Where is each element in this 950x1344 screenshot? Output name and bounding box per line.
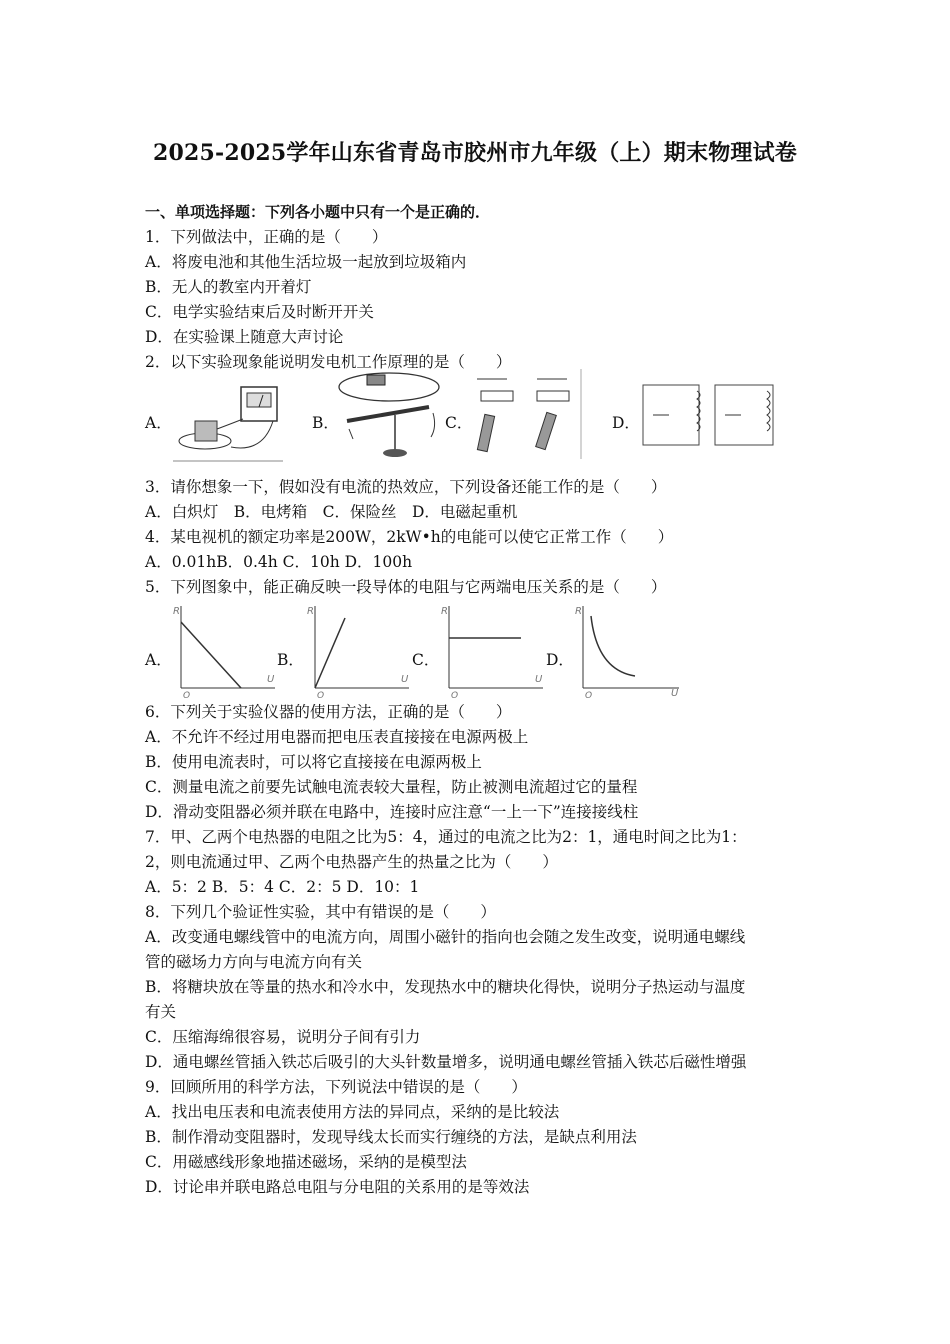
question-6-option-b: B．使用电流表时，可以将它直接接在电源两极上 (145, 753, 482, 771)
question-1-option-c: C．电学实验结束后及时断开开关 (145, 303, 374, 321)
question-2-figure-c (467, 369, 582, 461)
question-5-b-x-label: U (401, 674, 409, 685)
question-5-graph-a (171, 600, 279, 698)
question-2-figures (145, 375, 805, 475)
section-heading: 一、单项选择题：下列各小题中只有一个是正确的． (145, 203, 491, 221)
question-1-option-d: D．在实验课上随意大声讨论 (145, 328, 344, 346)
question-5-graph-b (305, 600, 413, 698)
question-8-option-d: D．通电螺丝管插入铁芯后吸引的大头针数量增多，说明通电螺丝管插入铁芯后磁性增强 (145, 1053, 747, 1071)
question-3-options: A．白炽灯 B．电烤箱 C．保险丝 D．电磁起重机 (145, 503, 518, 521)
question-9-stem: 9．回顾所用的科学方法，下列说法中错误的是（ ） (145, 1078, 527, 1096)
question-5-label-a: A． (145, 651, 172, 669)
question-1-option-a: A．将废电池和其他生活垃圾一起放到垃圾箱内 (145, 253, 467, 271)
question-8-option-c: C．压缩海绵很容易，说明分子间有引力 (145, 1028, 421, 1046)
question-8-option-b-line-1: B．将糖块放在等量的热水和冷水中，发现热水中的糖块化得快，说明分子热运动与温度 (145, 978, 746, 996)
question-2-figure-a (173, 383, 283, 463)
question-5-graph-d (573, 600, 683, 698)
question-8-option-a-line-2: 管的磁场力方向与电流方向有关 (145, 953, 363, 971)
question-5-d-x-label: U (671, 688, 679, 698)
question-5-stem: 5．下列图象中，能正确反映一段导体的电阻与它两端电压关系的是（ ） (145, 578, 667, 596)
question-2-label-a: A． (145, 414, 172, 432)
question-2-label-b: B． (312, 414, 339, 432)
question-5-d-origin: O (585, 691, 593, 698)
question-5-c-origin: O (451, 691, 459, 698)
question-8-option-a-line-1: A．改变通电螺线管中的电流方向，周围小磁针的指向也会随之发生改变，说明通电螺线 (145, 928, 746, 946)
question-5-label-c: C． (412, 651, 440, 669)
question-6-stem: 6．下列关于实验仪器的使用方法，正确的是（ ） (145, 703, 512, 721)
question-6-option-c: C．测量电流之前要先试触电流表较大量程，防止被测电流超过它的量程 (145, 778, 638, 796)
question-5-a-origin: O (183, 691, 191, 698)
question-5-a-x-label: U (267, 674, 275, 685)
question-2-label-c: C． (445, 414, 473, 432)
question-8-stem: 8．下列几个验证性实验，其中有错误的是（ ） (145, 903, 496, 921)
question-9-option-a: A．找出电压表和电流表使用方法的异同点，采纳的是比较法 (145, 1103, 560, 1121)
question-5-a-y-label: R (173, 606, 180, 617)
question-5-c-y-label: R (441, 606, 448, 617)
question-5-graph-c (439, 600, 547, 698)
question-5-label-d: D． (546, 651, 574, 669)
question-7-options: A．5：2 B．5：4 C．2：5 D．10：1 (145, 878, 420, 896)
question-1-stem: 1．下列做法中，正确的是（ ） (145, 228, 388, 246)
question-9-option-d: D．讨论串并联电路总电阻与分电阻的关系用的是等效法 (145, 1178, 530, 1196)
question-9-option-c: C．用磁感线形象地描述磁场，采纳的是模型法 (145, 1153, 467, 1171)
question-2-stem: 2．以下实验现象能说明发电机工作原理的是（ ） (145, 353, 512, 371)
question-5-b-y-label: R (307, 606, 314, 617)
exam-content (145, 200, 805, 1200)
question-6-option-d: D．滑动变阻器必须并联在电路中，连接时应注意“一上一下”连接接线柱 (145, 803, 639, 821)
question-1-option-b: B．无人的教室内开着灯 (145, 278, 312, 296)
question-7-stem-line-2: 2，则电流通过甲、乙两个电热器产生的热量之比为（ ） (145, 853, 558, 871)
question-9-option-b: B．制作滑动变阻器时，发现导线太长而实行缠绕的方法，是缺点利用法 (145, 1128, 637, 1146)
question-2-figure-d (639, 377, 781, 453)
question-3-stem: 3．请你想象一下，假如没有电流的热效应，下列设备还能工作的是（ ） (145, 478, 667, 496)
page-title: 2025-2025学年山东省青岛市胶州市九年级（上）期末物理试卷 (153, 140, 797, 166)
question-4-options: A．0.01hB．0.4h C．10h D．100h (145, 553, 413, 571)
question-2-figure-b (337, 367, 442, 463)
question-5-c-x-label: U (535, 674, 543, 685)
question-2-label-d: D． (612, 414, 640, 432)
question-6-option-a: A．不允许不经过用电器而把电压表直接接在电源两极上 (145, 728, 529, 746)
question-5-graphs (145, 600, 805, 700)
question-4-stem: 4．某电视机的额定功率是200W，2kW•h的电能可以使它正常工作（ ） (145, 528, 674, 546)
question-5-d-y-label: R (575, 606, 582, 617)
question-8-option-b-line-2: 有关 (145, 1003, 177, 1021)
question-5-b-origin: O (317, 691, 325, 698)
question-7-stem-line-1: 7．甲、乙两个电热器的电阻之比为5：4，通过的电流之比为2：1，通电时间之比为1： (145, 828, 747, 846)
question-5-label-b: B． (277, 651, 304, 669)
